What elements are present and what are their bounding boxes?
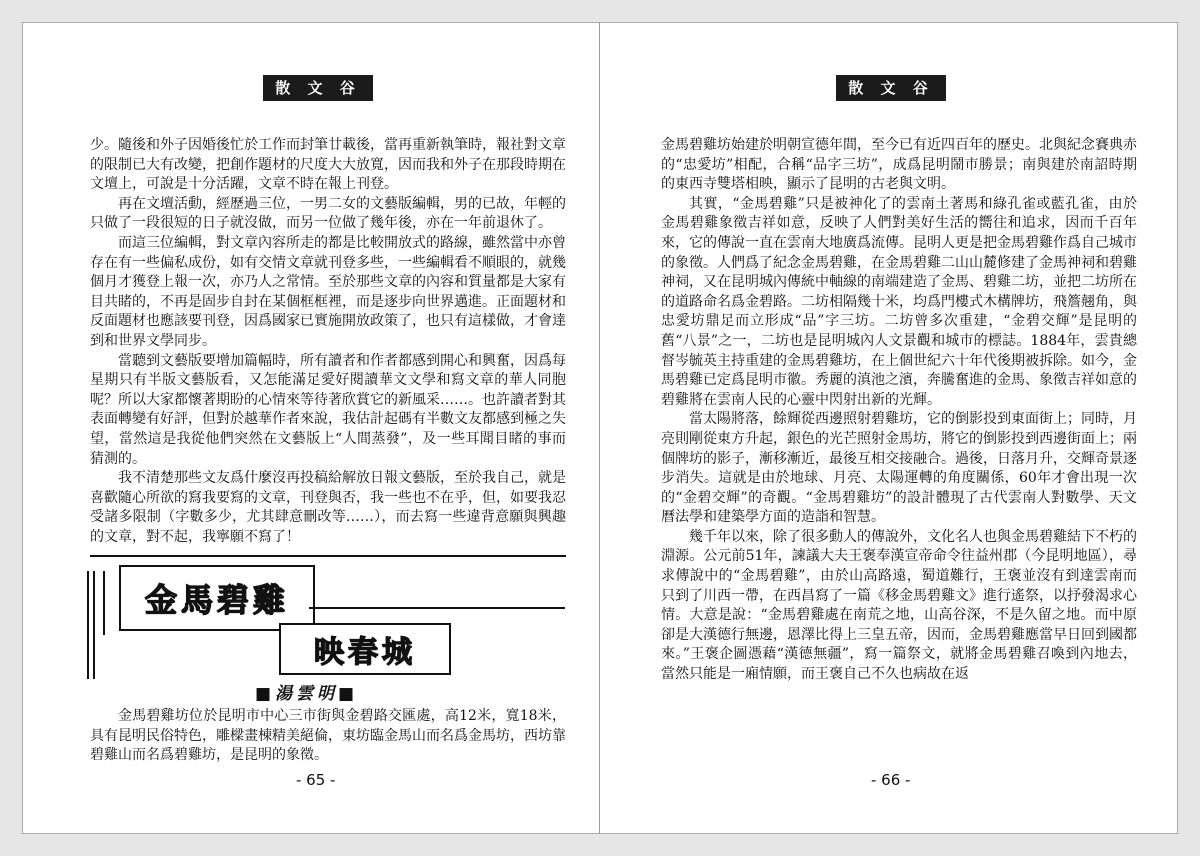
- right-page: [601, 23, 1178, 835]
- decorative-line: [309, 607, 565, 609]
- article-body: [90, 707, 566, 766]
- left-body-text: [90, 136, 566, 547]
- paragraph: 當太陽將落，餘輝從西邊照射碧雞坊，它的倒影投到東面街上；同時，月亮則剛從東方升起，銀色的光芒照射金馬坊，將它的倒影投到西邊街面上；兩個牌坊的影子，漸移漸近，最後互相交接融合。過後，日落月升，交輝奇景逐步消失。這就是由於地球、月亮、太陽運轉的角度關係，60年才會出現一次的“金碧交輝”的奇觀。“金馬碧雞坊”的設計體現了古代雲南人對數學、天文曆法學和建築學方面的造詣和智慧。: [661, 411, 1137, 526]
- article-title-box: [119, 565, 315, 631]
- article-title: 金馬碧雞: [144, 581, 289, 619]
- article-subtitle: 映春城: [314, 635, 416, 670]
- decorative-line: [93, 571, 95, 679]
- book-spread: [22, 22, 1178, 834]
- left-page: [23, 23, 600, 835]
- article-subtitle-box: [279, 623, 451, 675]
- page-number: - 66 -: [871, 771, 911, 789]
- paragraph: 少。隨後和外子因婚後忙於工作而封筆廿載後，當再重新執筆時，報社對文章的限制已大有改變，把創作題材的尺度大大放寬，因而我和外子在那段時期在文壇上，可說是十分活躍，文章不時在報上刊登。: [90, 137, 566, 193]
- section-divider: [90, 555, 566, 557]
- paragraph: 金馬碧雞坊位於昆明市中心三市街與金碧路交匯處，高12米，寬18米，具有昆明民俗特色，雕樑畫棟精美絕倫，東坊臨金馬山而名爲金馬坊，西坊靠碧雞山而名爲碧雞坊，是昆明的象徵。: [90, 708, 566, 764]
- author-byline: ■湯雲明■: [255, 684, 359, 704]
- paragraph: 而這三位編輯，對文章內容所走的都是比較開放式的路線，雖然當中亦曾存在有一些偏私成份，如有交情文章就刊登多些，一些編輯看不順眼的，就幾個月才獲登上報一次，亦乃人之常情。至於那些文章的內容和質量都是大家有目共睹的，不再是固步自封在某個框框裡，而是逐步向世界邁進。正面題材和反面題材也應該要刊登，因爲國家已實施開放政策了，也只有這樣做，才會達到和世界文學同步。: [90, 234, 566, 349]
- paragraph: 再在文壇活動，經歷過三位，一男二女的文藝版編輯，男的已故，年輕的只做了一段很短的日子就沒做，而另一位做了幾年後，亦在一年前退休了。: [90, 195, 566, 232]
- paragraph: 當聽到文藝版要增加篇幅時，所有讀者和作者都感到開心和興奮，因爲每星期只有半版文藝版看，又怎能滿足愛好閱讀華文文學和寫文章的華人同胞呢？所以大家都懷著期盼的心情來等待著欣賞它的新風采……。也許讀者對其表面轉變有好評，但對於越華作者來說，我估計起碼有半數文友都感到極之失望，當然這是我從他們突然在文藝版上“人間蒸發”，及一些耳聞目睹的事而猜測的。: [90, 352, 566, 467]
- paragraph: 其實，“金馬碧雞”只是被神化了的雲南土著馬和綠孔雀或藍孔雀，由於金馬碧雞象徵吉祥如意，反映了人們對美好生活的嚮往和追求，因而千百年來，它的傳說一直在雲南大地廣爲流傳。昆明人更是把金馬碧雞作爲自己城市的象徵。人們爲了紀念金馬碧雞，在金馬碧雞二山山麓修建了金馬神祠和碧雞神祠，又在昆明城內傳統中軸線的南端建造了金馬、碧雞二坊，並把二坊所在的道路命名爲金碧路。二坊相隔幾十米，均爲門樓式木構牌坊，飛簷翹角，與忠愛坊鼎足而立形成“品”字三坊。二坊曾多次重建，“金碧交輝”是昆明的舊“八景”之一，二坊也是昆明城內人文景觀和城市的標誌。1884年，雲貴總督岑毓英主持重建的金馬碧雞坊，在上個世紀六十年代後期被拆除。如今，金馬碧雞已定爲昆明市徽。秀麗的滇池之濱，奔騰奮進的金馬、象徵吉祥如意的碧雞將在雲南人民的心靈中閃射出新的光輝。: [661, 195, 1137, 408]
- paragraph: 幾千年以來，除了很多動人的傳說外，文化名人也與金馬碧雞結下不朽的淵源。公元前51年，諫議大夫王褒奉漢宣帝命令往益州郡（今昆明地區），尋求傳說中的“金馬碧雞”，由於山高路遠，蜀道難行，王褒並沒有到達雲南而只到了川西一帶，在西昌寫了一篇《移金馬碧雞文》進行遙祭，以抒發渴求心情。大意是說：“金馬碧雞處在南荒之地，山高谷深，不是久留之地。而中原卻是大漢德行無邊，恩澤比得上三皇五帝，因而，金馬碧雞應當早日回到國都來。”王褒企圖憑藉“漢德無疆”，寫一篇祭文，就將金馬碧雞召喚到內地去，當然只能是一廂情願，而王褒自己不久也病故在返: [661, 528, 1137, 683]
- right-body-text: [661, 136, 1137, 685]
- page-number: - 65 -: [296, 771, 336, 789]
- paragraph: 金馬碧雞坊始建於明朝宣德年間，至今已有近四百年的歷史。北與紀念賽典赤的“忠愛坊”相配，合稱“品字三坊”，成爲昆明鬧市勝景；南與建於南詔時期的東西寺雙塔相映，顯示了昆明的古老與文明。: [661, 137, 1137, 193]
- decorative-line: [87, 571, 89, 679]
- decorative-line: [103, 571, 105, 635]
- page-gutter: [599, 22, 600, 834]
- paragraph: 我不清楚那些文友爲什麼沒再投稿給解放日報文藝版，至於我自己，就是喜歡隨心所欲的寫我要寫的文章，刊登與否，我一些也不在乎，但，如要我忍受諸多限制（字數多少，尤其肆意刪改等……），而去寫一些違背意願與興趣的文章，對不起，我寧願不寫了！: [90, 470, 566, 545]
- section-header: 散 文 谷: [263, 75, 373, 101]
- section-header: 散 文 谷: [836, 75, 946, 101]
